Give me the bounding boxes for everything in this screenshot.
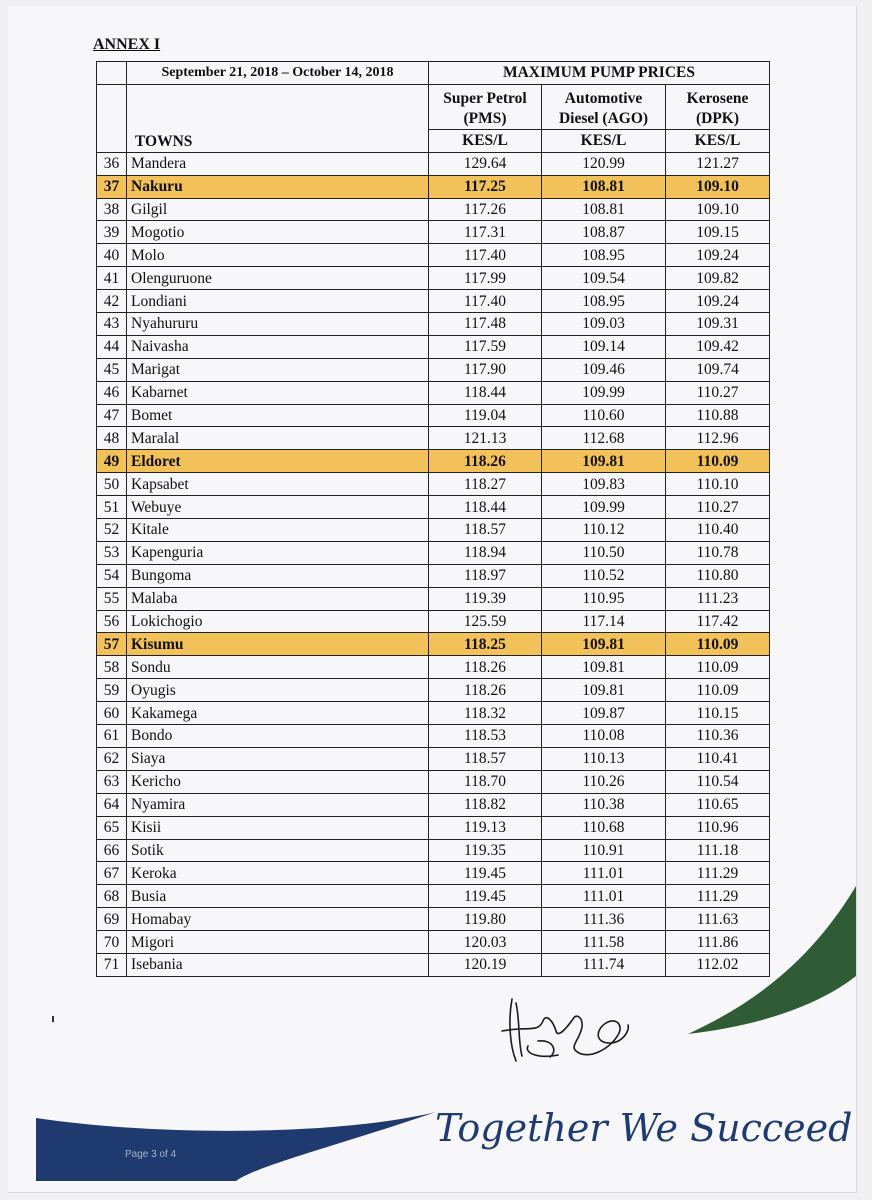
ago-price: 110.52 xyxy=(542,564,666,587)
pms-price: 119.39 xyxy=(429,587,542,610)
price-row xyxy=(97,335,770,358)
pms-price: 118.44 xyxy=(429,496,542,519)
pms-price: 117.59 xyxy=(429,335,542,358)
price-row xyxy=(97,541,770,564)
row-number: 59 xyxy=(97,679,127,702)
town-name: Bomet xyxy=(127,404,429,427)
pms-price: 118.70 xyxy=(429,770,542,793)
town-name: Kapenguria xyxy=(127,541,429,564)
towns-header: TOWNS xyxy=(127,84,429,152)
town-name: Siaya xyxy=(127,747,429,770)
price-row xyxy=(97,496,770,519)
row-number: 36 xyxy=(97,152,127,175)
unit-label-pms: KES/L xyxy=(429,129,542,152)
ago-price: 110.60 xyxy=(542,404,666,427)
ago-price: 108.87 xyxy=(542,221,666,244)
town-name: Nyahururu xyxy=(127,313,429,336)
dpk-price: 110.54 xyxy=(666,770,770,793)
town-name: Bondo xyxy=(127,725,429,748)
page-number-label: Page 3 of 4 xyxy=(125,1149,177,1160)
price-row xyxy=(97,198,770,221)
price-row xyxy=(97,244,770,267)
price-row xyxy=(97,152,770,175)
town-name: Gilgil xyxy=(127,198,429,221)
ago-price: 111.36 xyxy=(542,908,666,931)
price-row xyxy=(97,908,770,931)
dpk-price: 110.40 xyxy=(666,519,770,542)
dpk-price: 110.15 xyxy=(666,702,770,725)
price-row xyxy=(97,793,770,816)
ago-price: 111.74 xyxy=(542,953,666,976)
town-name: Kakamega xyxy=(127,702,429,725)
ago-price: 111.01 xyxy=(542,885,666,908)
row-number: 58 xyxy=(97,656,127,679)
town-name: Kitale xyxy=(127,519,429,542)
pms-price: 119.80 xyxy=(429,908,542,931)
price-row xyxy=(97,656,770,679)
pms-price: 125.59 xyxy=(429,610,542,633)
pms-price: 119.35 xyxy=(429,839,542,862)
price-row xyxy=(97,267,770,290)
town-name: Homabay xyxy=(127,908,429,931)
ago-price: 110.50 xyxy=(542,541,666,564)
dpk-price: 109.31 xyxy=(666,313,770,336)
dpk-price: 111.29 xyxy=(666,862,770,885)
pms-price: 119.45 xyxy=(429,862,542,885)
row-number: 39 xyxy=(97,221,127,244)
price-row xyxy=(97,175,770,198)
dpk-price: 112.02 xyxy=(666,953,770,976)
dpk-price: 110.09 xyxy=(666,656,770,679)
town-name: Kabarnet xyxy=(127,381,429,404)
pms-price: 119.04 xyxy=(429,404,542,427)
dpk-price: 109.82 xyxy=(666,267,770,290)
row-number: 54 xyxy=(97,564,127,587)
annex-title: ANNEX I xyxy=(93,36,161,53)
price-row xyxy=(97,519,770,542)
pms-price: 117.99 xyxy=(429,267,542,290)
product-name: Kerosene xyxy=(686,89,749,107)
town-name: Olenguruone xyxy=(127,267,429,290)
dpk-price: 110.96 xyxy=(666,816,770,839)
price-row xyxy=(97,450,770,473)
ago-price: 111.58 xyxy=(542,931,666,954)
unit-label-dpk: KES/L xyxy=(666,129,770,152)
pms-price: 118.26 xyxy=(429,450,542,473)
product-code: Diesel (AGO) xyxy=(558,109,649,127)
price-row xyxy=(97,839,770,862)
town-name: Naivasha xyxy=(127,335,429,358)
pms-price: 118.57 xyxy=(429,747,542,770)
dpk-price: 110.80 xyxy=(666,564,770,587)
ago-price: 109.87 xyxy=(542,702,666,725)
price-row xyxy=(97,953,770,976)
row-number: 71 xyxy=(97,953,127,976)
pms-price: 118.25 xyxy=(429,633,542,656)
row-number: 57 xyxy=(97,633,127,656)
row-number: 47 xyxy=(97,404,127,427)
row-number: 49 xyxy=(97,450,127,473)
row-number: 37 xyxy=(97,175,127,198)
town-name: Oyugis xyxy=(127,679,429,702)
dpk-price: 111.18 xyxy=(666,839,770,862)
dpk-price: 109.74 xyxy=(666,358,770,381)
price-row xyxy=(97,862,770,885)
price-row xyxy=(97,816,770,839)
ago-price: 109.46 xyxy=(542,358,666,381)
town-name: Eldoret xyxy=(127,450,429,473)
pms-price: 118.44 xyxy=(429,381,542,404)
row-number: 64 xyxy=(97,793,127,816)
ago-price: 117.14 xyxy=(542,610,666,633)
price-row xyxy=(97,427,770,450)
row-number: 46 xyxy=(97,381,127,404)
dpk-price: 110.09 xyxy=(666,450,770,473)
row-number: 62 xyxy=(97,747,127,770)
row-number: 44 xyxy=(97,335,127,358)
ago-price: 109.03 xyxy=(542,313,666,336)
row-number: 60 xyxy=(97,702,127,725)
dpk-price: 109.10 xyxy=(666,198,770,221)
dpk-price: 110.10 xyxy=(666,473,770,496)
dpk-price: 111.29 xyxy=(666,885,770,908)
ago-price: 108.81 xyxy=(542,175,666,198)
ago-price: 109.83 xyxy=(542,473,666,496)
ago-price: 110.91 xyxy=(542,839,666,862)
pms-price: 118.94 xyxy=(429,541,542,564)
dpk-price: 110.09 xyxy=(666,679,770,702)
ago-price: 120.99 xyxy=(542,152,666,175)
town-name: Marigat xyxy=(127,358,429,381)
product-header-pms xyxy=(429,84,542,129)
town-name: Sondu xyxy=(127,656,429,679)
row-number: 65 xyxy=(97,816,127,839)
dpk-price: 109.15 xyxy=(666,221,770,244)
pms-price: 117.26 xyxy=(429,198,542,221)
pms-price: 121.13 xyxy=(429,427,542,450)
dpk-price: 111.63 xyxy=(666,908,770,931)
row-number: 67 xyxy=(97,862,127,885)
signature xyxy=(498,991,638,1066)
price-row xyxy=(97,358,770,381)
ago-price: 110.38 xyxy=(542,793,666,816)
row-number: 48 xyxy=(97,427,127,450)
town-name: Kisii xyxy=(127,816,429,839)
price-row xyxy=(97,725,770,748)
blue-swoosh-graphic xyxy=(36,1106,456,1181)
pms-price: 118.26 xyxy=(429,656,542,679)
town-name: Mogotio xyxy=(127,221,429,244)
town-name: Sotik xyxy=(127,839,429,862)
pms-price: 117.90 xyxy=(429,358,542,381)
ago-price: 109.81 xyxy=(542,450,666,473)
row-number: 42 xyxy=(97,290,127,313)
dpk-price: 110.27 xyxy=(666,381,770,404)
dpk-price: 111.86 xyxy=(666,931,770,954)
price-row xyxy=(97,885,770,908)
ago-price: 110.13 xyxy=(542,747,666,770)
price-row xyxy=(97,564,770,587)
pms-price: 120.03 xyxy=(429,931,542,954)
pms-price: 118.53 xyxy=(429,725,542,748)
pms-price: 120.19 xyxy=(429,953,542,976)
town-name: Nyamira xyxy=(127,793,429,816)
town-name: Malaba xyxy=(127,587,429,610)
ago-price: 110.95 xyxy=(542,587,666,610)
pms-price: 119.13 xyxy=(429,816,542,839)
price-row xyxy=(97,633,770,656)
dpk-price: 117.42 xyxy=(666,610,770,633)
dpk-price: 109.10 xyxy=(666,175,770,198)
town-name: Lokichogio xyxy=(127,610,429,633)
row-number: 70 xyxy=(97,931,127,954)
ago-price: 110.68 xyxy=(542,816,666,839)
ago-price: 110.26 xyxy=(542,770,666,793)
dpk-price: 109.24 xyxy=(666,290,770,313)
row-number: 40 xyxy=(97,244,127,267)
ago-price: 109.54 xyxy=(542,267,666,290)
pms-price: 117.31 xyxy=(429,221,542,244)
pms-price: 118.27 xyxy=(429,473,542,496)
row-number: 53 xyxy=(97,541,127,564)
pump-price-table xyxy=(96,61,770,977)
row-number: 55 xyxy=(97,587,127,610)
pms-price: 117.48 xyxy=(429,313,542,336)
pms-price: 118.57 xyxy=(429,519,542,542)
town-name: Kericho xyxy=(127,770,429,793)
ago-price: 112.68 xyxy=(542,427,666,450)
ago-price: 109.14 xyxy=(542,335,666,358)
ago-price: 108.95 xyxy=(542,290,666,313)
row-number: 52 xyxy=(97,519,127,542)
ago-price: 111.01 xyxy=(542,862,666,885)
row-number: 68 xyxy=(97,885,127,908)
row-number: 63 xyxy=(97,770,127,793)
dpk-price: 110.09 xyxy=(666,633,770,656)
pms-price: 129.64 xyxy=(429,152,542,175)
pms-price: 118.32 xyxy=(429,702,542,725)
dpk-price: 109.42 xyxy=(666,335,770,358)
ago-price: 109.99 xyxy=(542,381,666,404)
row-number: 50 xyxy=(97,473,127,496)
price-row xyxy=(97,290,770,313)
price-row xyxy=(97,313,770,336)
town-name: Mandera xyxy=(127,152,429,175)
row-number: 43 xyxy=(97,313,127,336)
price-row xyxy=(97,381,770,404)
pms-price: 118.26 xyxy=(429,679,542,702)
period-label: September 21, 2018 – October 14, 2018 xyxy=(127,62,429,85)
header-row-period xyxy=(97,62,770,85)
header-row-products xyxy=(97,84,770,129)
ago-price: 109.81 xyxy=(542,633,666,656)
row-number: 51 xyxy=(97,496,127,519)
row-number: 41 xyxy=(97,267,127,290)
dpk-price: 110.36 xyxy=(666,725,770,748)
town-name: Kapsabet xyxy=(127,473,429,496)
footer-slogan: Together We Succeed xyxy=(435,1106,853,1150)
row-number: 61 xyxy=(97,725,127,748)
dpk-price: 110.27 xyxy=(666,496,770,519)
town-name: Keroka xyxy=(127,862,429,885)
town-name: Maralal xyxy=(127,427,429,450)
dpk-price: 110.88 xyxy=(666,404,770,427)
ago-price: 108.95 xyxy=(542,244,666,267)
price-row xyxy=(97,587,770,610)
green-swoosh-graphic xyxy=(688,886,856,1036)
dpk-price: 121.27 xyxy=(666,152,770,175)
pms-price: 118.97 xyxy=(429,564,542,587)
ago-price: 109.81 xyxy=(542,656,666,679)
price-row xyxy=(97,702,770,725)
product-name: Super Petrol xyxy=(443,89,527,107)
price-row xyxy=(97,747,770,770)
stray-mark xyxy=(52,1016,54,1022)
dpk-price: 110.41 xyxy=(666,747,770,770)
town-name: Nakuru xyxy=(127,175,429,198)
town-name: Londiani xyxy=(127,290,429,313)
product-code: (DPK) xyxy=(695,109,740,127)
town-name: Isebania xyxy=(127,953,429,976)
price-row xyxy=(97,770,770,793)
town-name: Molo xyxy=(127,244,429,267)
row-number: 45 xyxy=(97,358,127,381)
dpk-price: 111.23 xyxy=(666,587,770,610)
ago-price: 110.12 xyxy=(542,519,666,542)
product-header-dpk xyxy=(666,84,770,129)
max-prices-header: MAXIMUM PUMP PRICES xyxy=(429,62,770,85)
ago-price: 109.81 xyxy=(542,679,666,702)
product-header-ago xyxy=(542,84,666,129)
pms-price: 117.25 xyxy=(429,175,542,198)
dpk-price: 110.65 xyxy=(666,793,770,816)
document-page xyxy=(8,6,857,1193)
pms-price: 118.82 xyxy=(429,793,542,816)
row-number: 69 xyxy=(97,908,127,931)
dpk-price: 112.96 xyxy=(666,427,770,450)
pms-price: 119.45 xyxy=(429,885,542,908)
row-number: 66 xyxy=(97,839,127,862)
row-number: 38 xyxy=(97,198,127,221)
dpk-price: 110.78 xyxy=(666,541,770,564)
price-row xyxy=(97,679,770,702)
unit-label-ago: KES/L xyxy=(542,129,666,152)
product-code: (PMS) xyxy=(463,109,507,127)
price-row xyxy=(97,221,770,244)
town-name: Kisumu xyxy=(127,633,429,656)
price-row xyxy=(97,610,770,633)
town-name: Bungoma xyxy=(127,564,429,587)
dpk-price: 109.24 xyxy=(666,244,770,267)
price-row xyxy=(97,473,770,496)
ago-price: 110.08 xyxy=(542,725,666,748)
price-row xyxy=(97,404,770,427)
ago-price: 109.99 xyxy=(542,496,666,519)
ago-price: 108.81 xyxy=(542,198,666,221)
pms-price: 117.40 xyxy=(429,244,542,267)
row-number: 56 xyxy=(97,610,127,633)
town-name: Busia xyxy=(127,885,429,908)
pms-price: 117.40 xyxy=(429,290,542,313)
town-name: Webuye xyxy=(127,496,429,519)
product-name: Automotive xyxy=(564,89,643,107)
town-name: Migori xyxy=(127,931,429,954)
price-row xyxy=(97,931,770,954)
